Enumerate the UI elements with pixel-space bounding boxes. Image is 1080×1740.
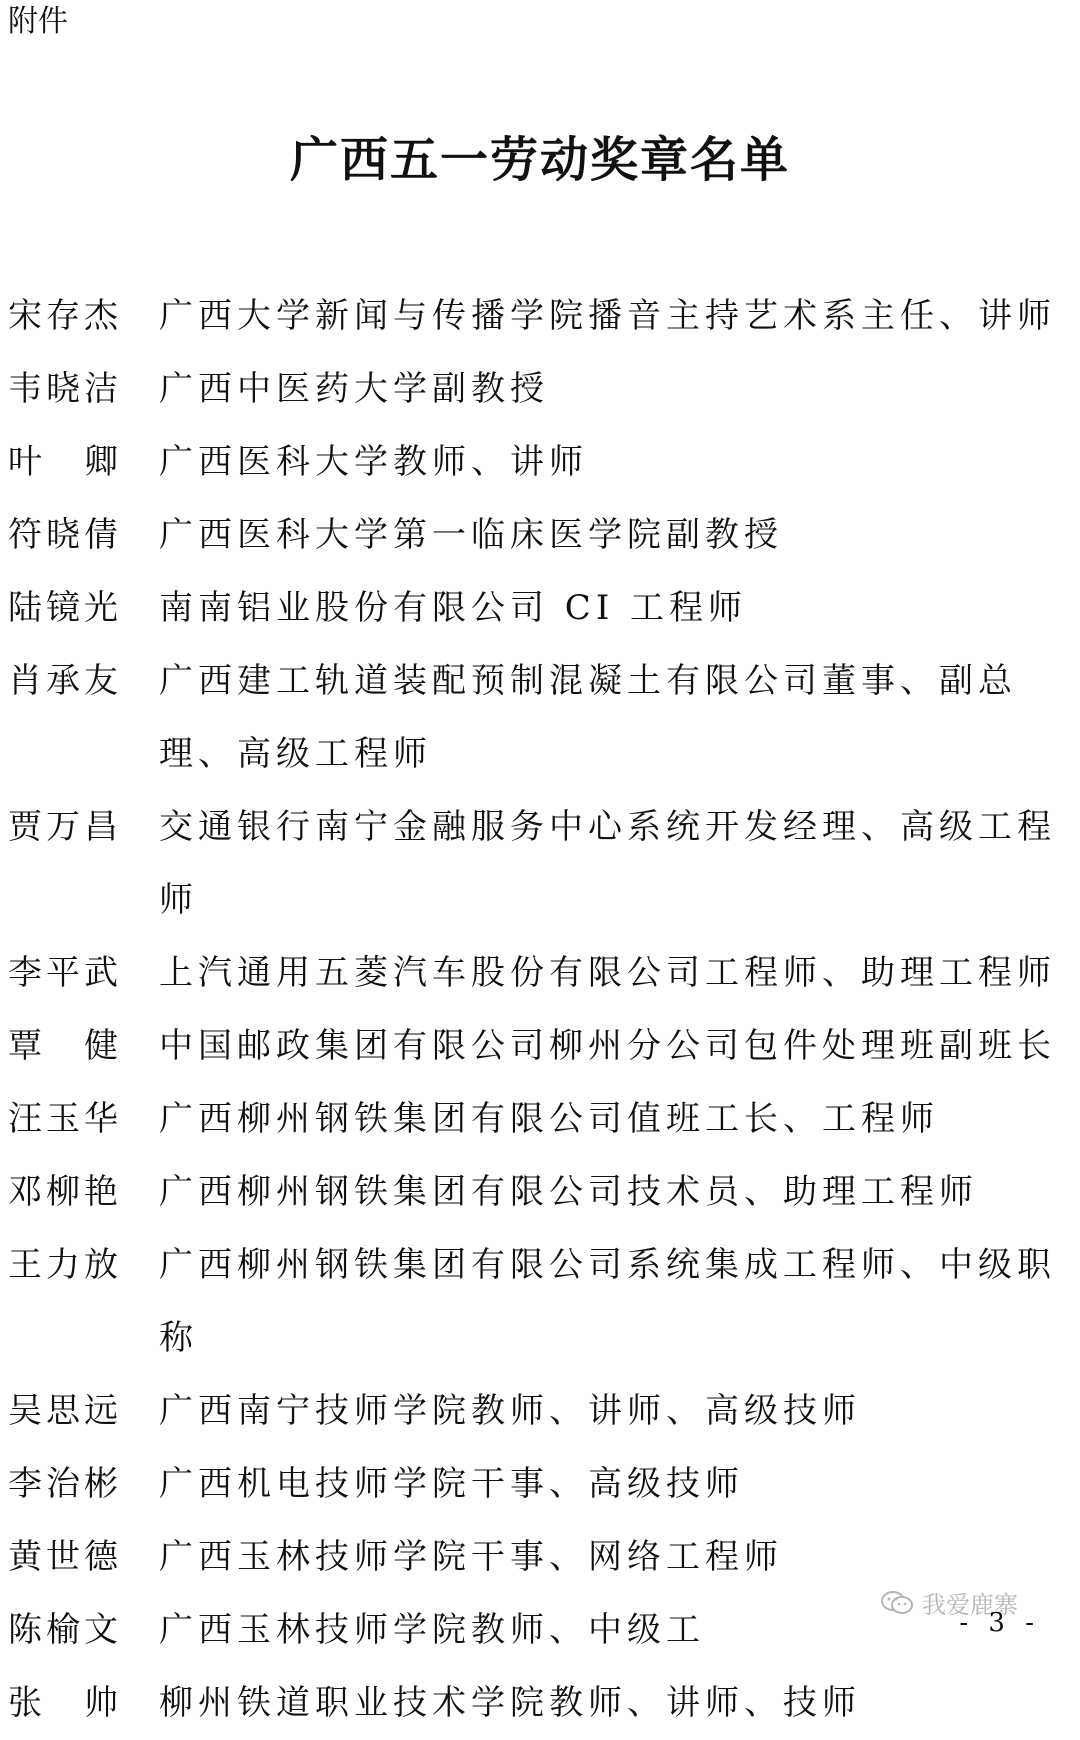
list-item (0, 1010, 1080, 1083)
list-item (0, 1667, 1080, 1740)
recipient-position: 广西柳州钢铁集团有限公司技术员、助理工程师 (159, 1172, 978, 1212)
page-number: - 3 - (959, 1608, 1040, 1638)
list-item (0, 791, 1080, 937)
list-item (0, 1521, 1080, 1594)
list-item (0, 1448, 1080, 1521)
list-item (0, 1083, 1080, 1156)
recipient-name: 邓柳艳 (8, 1172, 118, 1212)
watermark-text: 我爱鹿寨 (922, 1591, 1018, 1619)
recipient-name: 王力放 (8, 1245, 118, 1285)
list-item (0, 353, 1080, 426)
recipient-name: 宋存杰 (8, 296, 118, 336)
attachment-label: 附件 (8, 4, 68, 39)
recipient-position: 中国邮政集团有限公司柳州分公司包件处理班副班长 (159, 1026, 1056, 1066)
recipient-position: 广西玉林技师学院干事、网络工程师 (159, 1537, 783, 1577)
recipient-position: 广西玉林技师学院教师、中级工 (159, 1610, 705, 1650)
recipient-name: 黄世德 (8, 1537, 118, 1577)
recipient-position: 南南铝业股份有限公司 CI 工程师 (159, 588, 748, 628)
recipient-position: 广西大学新闻与传播学院播音主持艺术系主任、讲师 (159, 296, 1056, 336)
recipient-name: 肖承友 (8, 661, 118, 701)
recipient-name: 贾万昌 (8, 807, 118, 847)
list-item (0, 937, 1080, 1010)
recipient-name: 符晓倩 (8, 515, 118, 555)
recipient-position: 广西建工轨道装配预制混凝土有限公司董事、副总理、高级工程师 (159, 661, 1017, 774)
recipient-position: 上汽通用五菱汽车股份有限公司工程师、助理工程师 (159, 953, 1056, 993)
recipient-name: 陆镜光 (8, 588, 118, 628)
recipient-name: 吴思远 (8, 1391, 118, 1431)
recipient-position: 广西南宁技师学院教师、讲师、高级技师 (159, 1391, 861, 1431)
award-list (0, 280, 1080, 1740)
recipient-name: 李治彬 (8, 1464, 118, 1504)
recipient-position: 广西医科大学教师、讲师 (159, 442, 588, 482)
recipient-position: 柳州铁道职业技术学院教师、讲师、技师 (159, 1683, 861, 1723)
recipient-position: 广西中医药大学副教授 (159, 369, 549, 409)
recipient-name: 覃 健 (8, 1026, 118, 1066)
recipient-position: 广西柳州钢铁集团有限公司系统集成工程师、中级职称 (159, 1245, 1056, 1358)
list-item (0, 572, 1080, 645)
recipient-position: 广西柳州钢铁集团有限公司值班工长、工程师 (159, 1099, 939, 1139)
wechat-icon (880, 1590, 914, 1616)
list-item (0, 1229, 1080, 1375)
recipient-name: 李平武 (8, 953, 118, 993)
recipient-name: 陈榆文 (8, 1610, 118, 1650)
list-item (0, 645, 1080, 791)
recipient-name: 韦晓洁 (8, 369, 118, 409)
list-item (0, 1375, 1080, 1448)
document-title: 广西五一劳动奖章名单 (289, 132, 790, 188)
list-item (0, 426, 1080, 499)
recipient-position: 广西医科大学第一临床医学院副教授 (159, 515, 783, 555)
recipient-name: 汪玉华 (8, 1099, 118, 1139)
list-item (0, 1156, 1080, 1229)
recipient-position: 广西机电技师学院干事、高级技师 (159, 1464, 744, 1504)
recipient-position: 交通银行南宁金融服务中心系统开发经理、高级工程师 (159, 807, 1056, 920)
recipient-name: 叶 卿 (8, 442, 118, 482)
list-item (0, 499, 1080, 572)
list-item (0, 280, 1080, 353)
recipient-name: 张 帅 (8, 1683, 118, 1723)
